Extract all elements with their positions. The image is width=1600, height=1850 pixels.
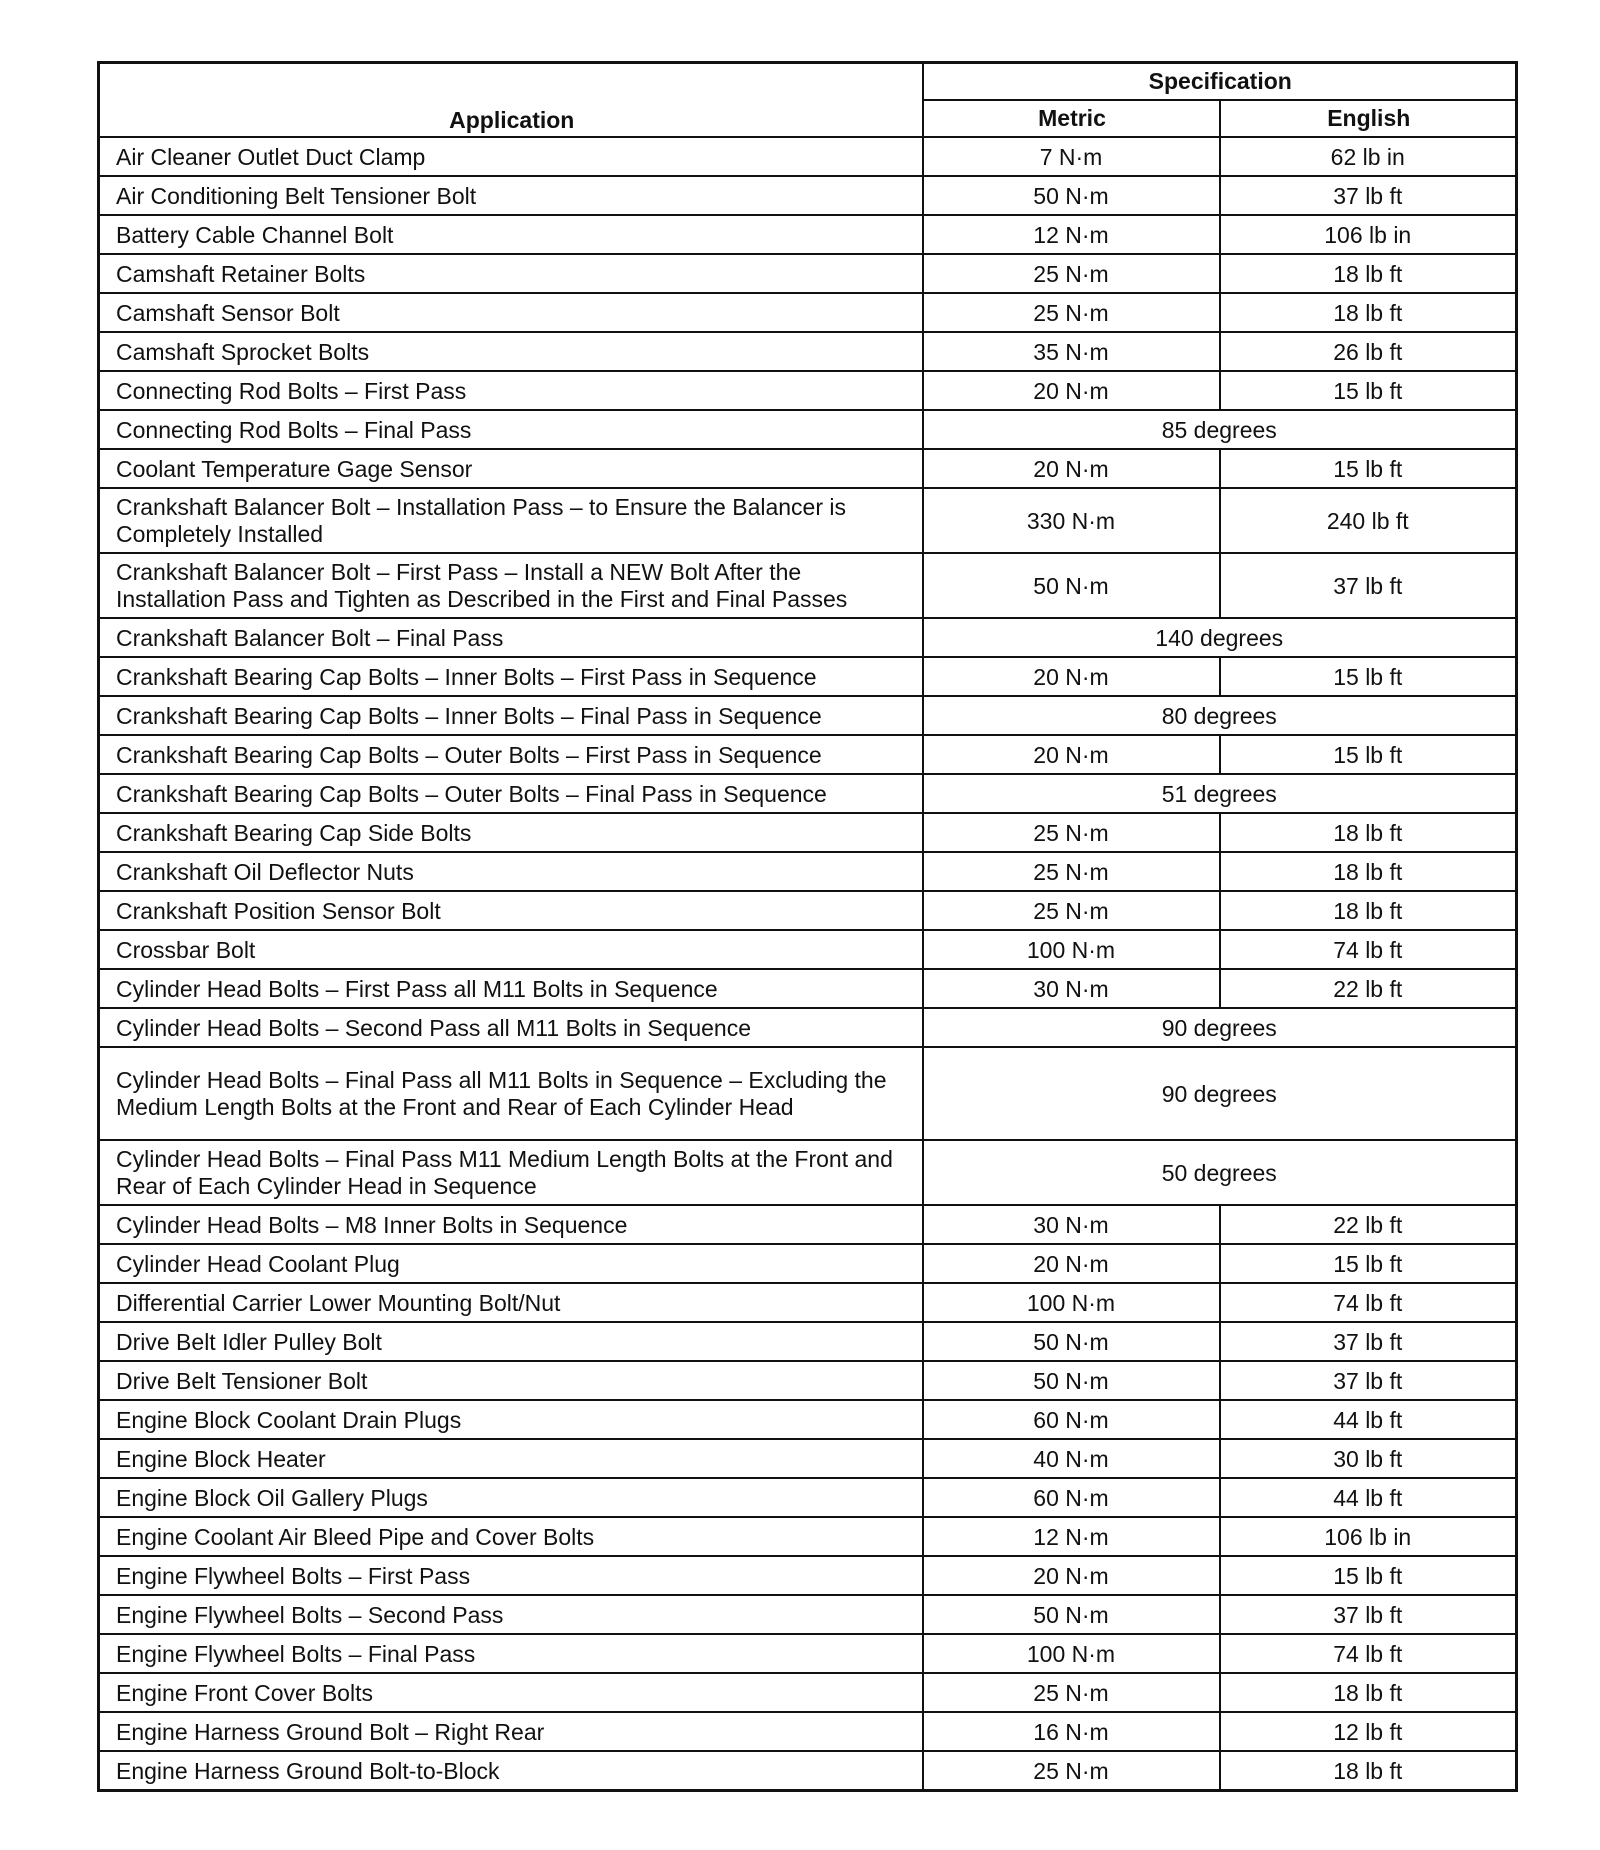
metric-cell: 20 N·m <box>923 735 1220 774</box>
application-cell: Cylinder Head Bolts – M8 Inner Bolts in Sequence <box>99 1205 923 1244</box>
spec-angle-cell: 90 degrees <box>923 1008 1517 1047</box>
application-cell: Crankshaft Oil Deflector Nuts <box>99 852 923 891</box>
application-cell: Engine Harness Ground Bolt – Right Rear <box>99 1712 923 1751</box>
header-row-top <box>99 63 1517 101</box>
table-row <box>99 1634 1517 1673</box>
application-cell: Cylinder Head Bolts – First Pass all M11 Bolts in Sequence <box>99 969 923 1008</box>
english-cell: 22 lb ft <box>1220 1205 1517 1244</box>
application-cell: Crankshaft Balancer Bolt – First Pass – Install a NEW Bolt After the Installation Pass and Tighten as Described in the First and Final Passes <box>99 553 923 618</box>
english-cell: 37 lb ft <box>1220 176 1517 215</box>
application-cell: Crankshaft Bearing Cap Bolts – Outer Bolts – Final Pass in Sequence <box>99 774 923 813</box>
table-row <box>99 1322 1517 1361</box>
application-cell: Engine Block Heater <box>99 1439 923 1478</box>
metric-header: Metric <box>923 100 1220 137</box>
application-cell: Engine Flywheel Bolts – Second Pass <box>99 1595 923 1634</box>
application-cell: Engine Flywheel Bolts – First Pass <box>99 1556 923 1595</box>
table-row <box>99 137 1517 176</box>
table-row <box>99 1008 1517 1047</box>
english-cell: 18 lb ft <box>1220 813 1517 852</box>
spec-angle-cell: 90 degrees <box>923 1047 1517 1140</box>
table-row <box>99 1047 1517 1140</box>
table-row <box>99 1751 1517 1791</box>
english-cell: 15 lb ft <box>1220 657 1517 696</box>
table-row <box>99 969 1517 1008</box>
metric-cell: 100 N·m <box>923 1283 1220 1322</box>
metric-cell: 12 N·m <box>923 1517 1220 1556</box>
metric-cell: 60 N·m <box>923 1478 1220 1517</box>
application-cell: Cylinder Head Bolts – Second Pass all M11 Bolts in Sequence <box>99 1008 923 1047</box>
english-cell: 15 lb ft <box>1220 371 1517 410</box>
table-row <box>99 657 1517 696</box>
table-row <box>99 774 1517 813</box>
english-cell: 18 lb ft <box>1220 852 1517 891</box>
table-row <box>99 553 1517 618</box>
table-row <box>99 293 1517 332</box>
metric-cell: 20 N·m <box>923 449 1220 488</box>
table-row <box>99 1140 1517 1205</box>
spec-angle-cell: 80 degrees <box>923 696 1517 735</box>
application-cell: Engine Block Coolant Drain Plugs <box>99 1400 923 1439</box>
application-cell: Crankshaft Bearing Cap Bolts – Outer Bolts – First Pass in Sequence <box>99 735 923 774</box>
english-cell: 26 lb ft <box>1220 332 1517 371</box>
application-cell: Crankshaft Bearing Cap Side Bolts <box>99 813 923 852</box>
application-cell: Crankshaft Balancer Bolt – Final Pass <box>99 618 923 657</box>
metric-cell: 100 N·m <box>923 930 1220 969</box>
english-cell: 18 lb ft <box>1220 1751 1517 1791</box>
english-cell: 15 lb ft <box>1220 735 1517 774</box>
metric-cell: 20 N·m <box>923 657 1220 696</box>
metric-cell: 20 N·m <box>923 1556 1220 1595</box>
metric-cell: 30 N·m <box>923 969 1220 1008</box>
spec-angle-cell: 140 degrees <box>923 618 1517 657</box>
english-cell: 18 lb ft <box>1220 254 1517 293</box>
application-cell: Drive Belt Tensioner Bolt <box>99 1361 923 1400</box>
table-row <box>99 1712 1517 1751</box>
metric-cell: 50 N·m <box>923 1595 1220 1634</box>
metric-cell: 20 N·m <box>923 371 1220 410</box>
application-cell: Crankshaft Position Sensor Bolt <box>99 891 923 930</box>
application-cell: Camshaft Sprocket Bolts <box>99 332 923 371</box>
application-cell: Crossbar Bolt <box>99 930 923 969</box>
application-cell: Engine Flywheel Bolts – Final Pass <box>99 1634 923 1673</box>
english-cell: 37 lb ft <box>1220 553 1517 618</box>
application-cell: Engine Front Cover Bolts <box>99 1673 923 1712</box>
metric-cell: 40 N·m <box>923 1439 1220 1478</box>
english-cell: 106 lb in <box>1220 215 1517 254</box>
table-row <box>99 1283 1517 1322</box>
metric-cell: 60 N·m <box>923 1400 1220 1439</box>
english-cell: 240 lb ft <box>1220 488 1517 553</box>
table-row <box>99 1361 1517 1400</box>
metric-cell: 30 N·m <box>923 1205 1220 1244</box>
application-cell: Engine Block Oil Gallery Plugs <box>99 1478 923 1517</box>
table-row <box>99 1556 1517 1595</box>
table-row <box>99 1244 1517 1283</box>
english-cell: 44 lb ft <box>1220 1400 1517 1439</box>
table-row <box>99 1673 1517 1712</box>
torque-spec-table <box>97 61 1518 1792</box>
metric-cell: 35 N·m <box>923 332 1220 371</box>
table-row <box>99 852 1517 891</box>
english-cell: 74 lb ft <box>1220 930 1517 969</box>
application-cell: Cylinder Head Bolts – Final Pass all M11 Bolts in Sequence – Excluding the Medium Length Bolts at the Front and Rear of Each Cylinder Head <box>99 1047 923 1140</box>
english-cell: 37 lb ft <box>1220 1595 1517 1634</box>
application-header: Application <box>99 63 923 138</box>
english-cell: 18 lb ft <box>1220 1673 1517 1712</box>
spec-angle-cell: 50 degrees <box>923 1140 1517 1205</box>
table-row <box>99 930 1517 969</box>
application-cell: Connecting Rod Bolts – Final Pass <box>99 410 923 449</box>
application-cell: Crankshaft Bearing Cap Bolts – Inner Bolts – Final Pass in Sequence <box>99 696 923 735</box>
english-cell: 30 lb ft <box>1220 1439 1517 1478</box>
english-cell: 12 lb ft <box>1220 1712 1517 1751</box>
table-row <box>99 1400 1517 1439</box>
application-cell: Air Conditioning Belt Tensioner Bolt <box>99 176 923 215</box>
application-cell: Air Cleaner Outlet Duct Clamp <box>99 137 923 176</box>
table-row <box>99 1478 1517 1517</box>
application-cell: Engine Coolant Air Bleed Pipe and Cover Bolts <box>99 1517 923 1556</box>
english-cell: 37 lb ft <box>1220 1322 1517 1361</box>
table-row <box>99 488 1517 553</box>
metric-cell: 25 N·m <box>923 1673 1220 1712</box>
application-cell: Crankshaft Bearing Cap Bolts – Inner Bolts – First Pass in Sequence <box>99 657 923 696</box>
application-cell: Engine Harness Ground Bolt-to-Block <box>99 1751 923 1791</box>
table-row <box>99 891 1517 930</box>
table-header <box>99 63 1517 138</box>
metric-cell: 330 N·m <box>923 488 1220 553</box>
english-cell: 74 lb ft <box>1220 1283 1517 1322</box>
metric-cell: 50 N·m <box>923 553 1220 618</box>
metric-cell: 25 N·m <box>923 813 1220 852</box>
metric-cell: 20 N·m <box>923 1244 1220 1283</box>
english-cell: 106 lb in <box>1220 1517 1517 1556</box>
table-row <box>99 371 1517 410</box>
spec-angle-cell: 85 degrees <box>923 410 1517 449</box>
metric-cell: 7 N·m <box>923 137 1220 176</box>
table-row <box>99 215 1517 254</box>
table-row <box>99 410 1517 449</box>
application-cell: Cylinder Head Coolant Plug <box>99 1244 923 1283</box>
application-cell: Battery Cable Channel Bolt <box>99 215 923 254</box>
metric-cell: 25 N·m <box>923 254 1220 293</box>
english-cell: 15 lb ft <box>1220 449 1517 488</box>
english-cell: 18 lb ft <box>1220 891 1517 930</box>
table-row <box>99 618 1517 657</box>
application-cell: Differential Carrier Lower Mounting Bolt/Nut <box>99 1283 923 1322</box>
table-row <box>99 1595 1517 1634</box>
metric-cell: 16 N·m <box>923 1712 1220 1751</box>
torque-spec-page <box>97 61 1515 1792</box>
english-cell: 74 lb ft <box>1220 1634 1517 1673</box>
table-row <box>99 1517 1517 1556</box>
table-row <box>99 1205 1517 1244</box>
metric-cell: 12 N·m <box>923 215 1220 254</box>
application-cell: Camshaft Retainer Bolts <box>99 254 923 293</box>
table-row <box>99 449 1517 488</box>
table-body <box>99 137 1517 1791</box>
english-cell: 62 lb in <box>1220 137 1517 176</box>
metric-cell: 100 N·m <box>923 1634 1220 1673</box>
english-cell: 15 lb ft <box>1220 1556 1517 1595</box>
english-cell: 22 lb ft <box>1220 969 1517 1008</box>
table-row <box>99 696 1517 735</box>
table-row <box>99 176 1517 215</box>
english-cell: 18 lb ft <box>1220 293 1517 332</box>
application-cell: Drive Belt Idler Pulley Bolt <box>99 1322 923 1361</box>
metric-cell: 25 N·m <box>923 293 1220 332</box>
metric-cell: 25 N·m <box>923 1751 1220 1791</box>
metric-cell: 50 N·m <box>923 1322 1220 1361</box>
specification-header: Specification <box>923 63 1517 101</box>
english-header: English <box>1220 100 1517 137</box>
application-cell: Cylinder Head Bolts – Final Pass M11 Medium Length Bolts at the Front and Rear of Each Cylinder Head in Sequence <box>99 1140 923 1205</box>
table-row <box>99 735 1517 774</box>
metric-cell: 25 N·m <box>923 891 1220 930</box>
english-cell: 15 lb ft <box>1220 1244 1517 1283</box>
spec-angle-cell: 51 degrees <box>923 774 1517 813</box>
table-row <box>99 254 1517 293</box>
metric-cell: 25 N·m <box>923 852 1220 891</box>
table-row <box>99 1439 1517 1478</box>
application-cell: Camshaft Sensor Bolt <box>99 293 923 332</box>
english-cell: 44 lb ft <box>1220 1478 1517 1517</box>
table-row <box>99 332 1517 371</box>
metric-cell: 50 N·m <box>923 176 1220 215</box>
english-cell: 37 lb ft <box>1220 1361 1517 1400</box>
application-cell: Coolant Temperature Gage Sensor <box>99 449 923 488</box>
table-row <box>99 813 1517 852</box>
application-cell: Connecting Rod Bolts – First Pass <box>99 371 923 410</box>
metric-cell: 50 N·m <box>923 1361 1220 1400</box>
application-cell: Crankshaft Balancer Bolt – Installation Pass – to Ensure the Balancer is Completely Installed <box>99 488 923 553</box>
